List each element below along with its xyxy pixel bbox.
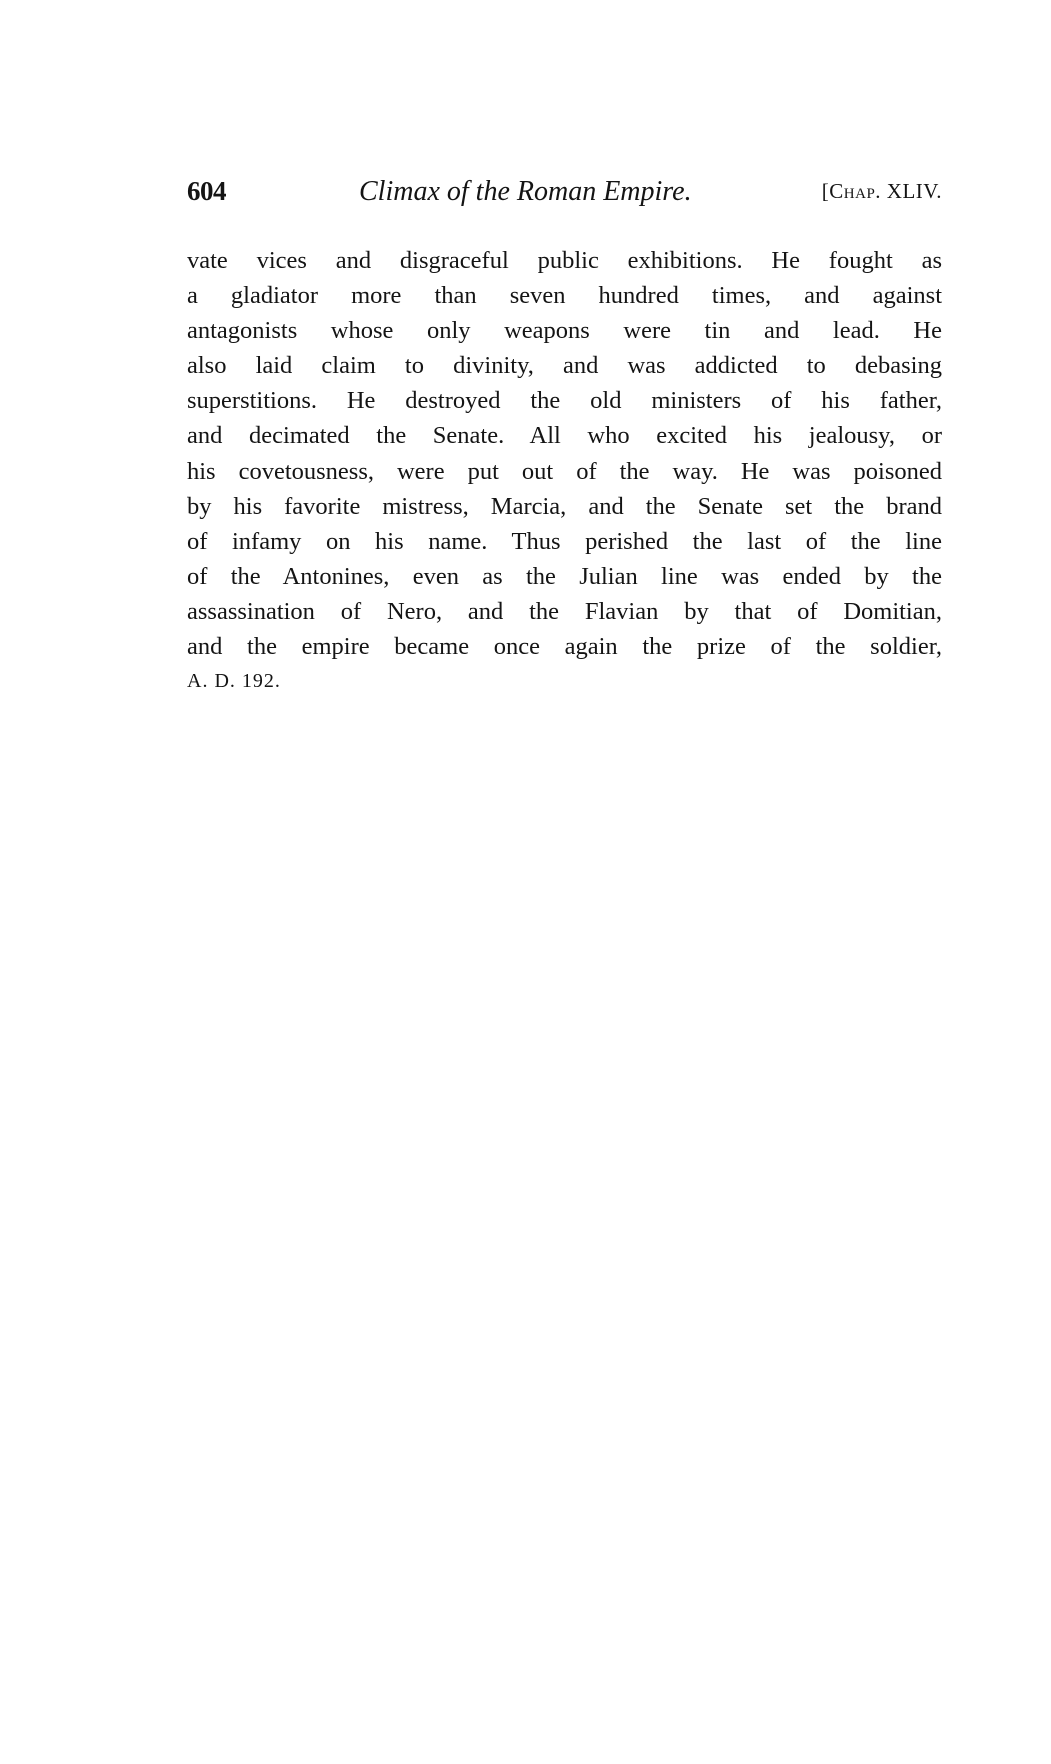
text-line: and decimated the Senate. All who excited his jealousy, or [187, 422, 942, 450]
page-number: 604 [187, 176, 226, 206]
text-line: antagonists whose only weapons were tin and lead. He [187, 317, 942, 345]
running-head [187, 176, 942, 216]
text-line: of infamy on his name. Thus perished the last of the line [187, 527, 942, 555]
text-line: and the empire became once again the prize of the soldier, [187, 633, 942, 661]
chapter-reference: [Chap. XLIV. [821, 179, 942, 203]
text-line: also laid claim to divinity, and was addicted to debasing [187, 352, 942, 380]
text-line: a gladiator more than seven hundred times, and against [187, 282, 942, 310]
text-line: of the Antonines, even as the Julian line was ended by the [187, 562, 942, 590]
text-line: by his favorite mistress, Marcia, and the Senate set the brand [187, 492, 942, 520]
text-line: superstitions. He destroyed the old ministers of his father, [187, 387, 942, 415]
text-line: his covetousness, were put out of the way. He was poisoned [187, 457, 942, 485]
text-line: vate vices and disgraceful public exhibitions. He fought as [187, 247, 942, 274]
running-title: Climax of the Roman Empire. [359, 176, 692, 207]
text-line: assassination of Nero, and the Flavian by that of Domitian, [187, 597, 942, 625]
body-text [187, 243, 942, 699]
date-line: A. D. 192. [187, 670, 281, 693]
